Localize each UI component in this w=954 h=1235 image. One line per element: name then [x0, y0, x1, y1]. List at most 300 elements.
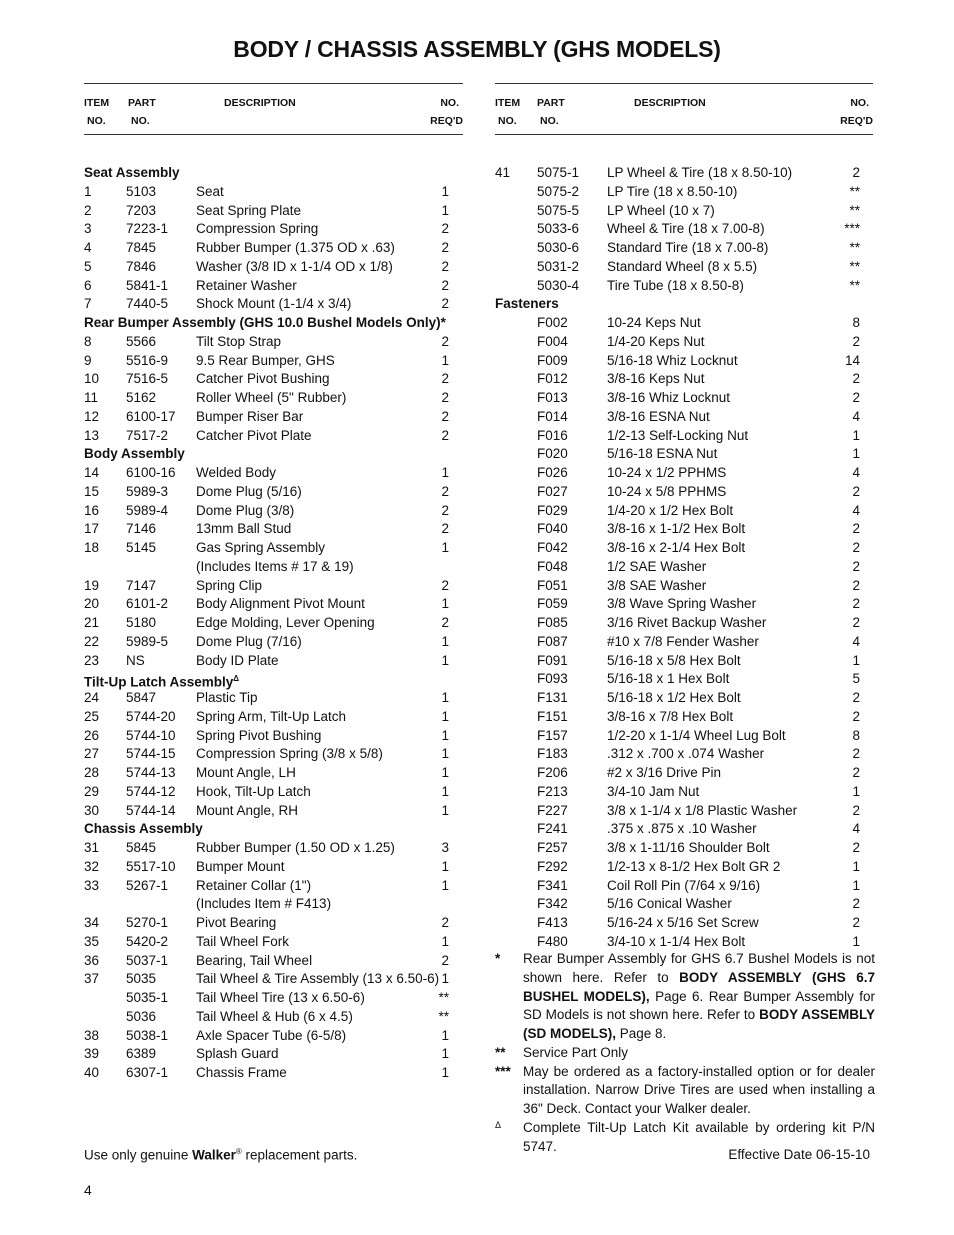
section-title: Fasteners	[495, 296, 559, 312]
item-no: 11	[84, 390, 99, 405]
description: Dome Plug (5/16)	[196, 483, 302, 499]
description: Seat	[196, 183, 224, 199]
description: 3/8 x 1-11/16 Shoulder Bolt	[607, 840, 770, 855]
parts-row	[495, 408, 873, 427]
part-no: 6389	[126, 1046, 157, 1062]
parts-row	[84, 389, 463, 408]
description: (Includes Item # F413)	[196, 896, 332, 912]
part-no: 5744-14	[126, 802, 176, 818]
part-no: F029	[537, 502, 568, 518]
item-no: 17	[84, 521, 100, 537]
qty-reqd: 2	[441, 615, 449, 630]
parts-row	[84, 895, 463, 914]
hdr-description: DESCRIPTION	[634, 97, 706, 109]
description: 3/16 Rivet Backup Washer	[607, 615, 767, 630]
item-no: 41	[495, 165, 511, 180]
footnote-mark: ***	[495, 1063, 511, 1079]
parts-row	[84, 952, 463, 971]
description: 5/16-18 Whiz Locknut	[607, 352, 738, 368]
page-number: 4	[84, 1182, 92, 1198]
description: 5/16-18 x 5/8 Hex Bolt	[607, 652, 741, 668]
qty-reqd: 2	[441, 502, 449, 518]
part-no: 5517-10	[126, 858, 176, 874]
part-no: 5035-1	[126, 990, 169, 1005]
parts-row	[84, 689, 463, 708]
description: 13mm Ball Stud	[196, 521, 292, 537]
part-no: 5030-6	[537, 240, 580, 255]
description: 3/8-16 ESNA Nut	[607, 408, 710, 424]
parts-row	[495, 389, 873, 408]
qty-reqd: **	[849, 258, 860, 274]
footnote-delta: Δ Complete Tilt-Up Latch Kit available by ordering kit P/N 5747.	[495, 1119, 875, 1157]
part-no: F157	[537, 727, 568, 743]
description: 3/8-16 x 7/8 Hex Bolt	[607, 708, 734, 724]
description: 1/4-20 Keps Nut	[607, 333, 705, 349]
parts-row	[495, 370, 873, 389]
part-no: 5180	[126, 615, 157, 630]
qty-reqd: 1	[852, 933, 860, 949]
part-no: 5103	[126, 183, 157, 199]
brand-name: Walker	[192, 1147, 236, 1163]
description: Coil Roll Pin (7/64 x 9/16)	[607, 877, 761, 893]
section-heading	[495, 295, 873, 314]
qty-reqd: **	[438, 1008, 449, 1024]
parts-row	[84, 708, 463, 727]
footnote-mark: **	[495, 1044, 506, 1060]
parts-row	[84, 989, 463, 1008]
part-no: 5075-2	[537, 183, 580, 199]
qty-reqd: 2	[441, 240, 449, 255]
hdr-item: ITEM	[495, 97, 521, 109]
item-no: 29	[84, 783, 100, 799]
item-no: 20	[84, 596, 100, 612]
qty-reqd: 2	[852, 577, 860, 593]
left-column-header	[84, 94, 463, 130]
parts-row	[495, 258, 873, 277]
parts-row	[495, 483, 873, 502]
parts-row	[84, 202, 463, 221]
footnote-single-star: * Rear Bumper Assembly for GHS 6.7 Bushel Models is not shown here. Refer to BODY ASSEMBLY (GHS 6.7 BUSHEL MODELS), Page 6. Rear Bumper Assembly for SD Models is not shown here. Refer to BODY ASSEMBLY (SD MODELS), Page 8.	[495, 951, 876, 1041]
part-no: F413	[537, 915, 568, 930]
description: Plastic Tip	[196, 690, 258, 705]
part-no: F004	[537, 333, 568, 349]
item-no: 36	[84, 952, 100, 968]
right-parts-list	[495, 164, 873, 952]
item-no: 33	[84, 877, 100, 893]
qty-reqd: 2	[441, 277, 449, 293]
item-no: 40	[84, 1065, 100, 1080]
description: .312 x .700 x .074 Washer	[607, 746, 765, 762]
qty-reqd: 1	[441, 540, 449, 555]
qty-reqd: 1	[441, 877, 449, 893]
part-no: NS	[126, 652, 145, 668]
qty-reqd: 2	[441, 577, 449, 593]
parts-row	[84, 295, 463, 314]
part-no: F131	[537, 690, 568, 705]
part-no: 5037-1	[126, 952, 169, 968]
qty-reqd: 1	[441, 933, 449, 949]
part-no: F026	[537, 465, 568, 480]
parts-row	[84, 614, 463, 633]
description: Bumper Riser Bar	[196, 408, 304, 424]
qty-reqd: 2	[852, 690, 860, 705]
qty-reqd: 2	[441, 390, 449, 405]
description: #2 x 3/16 Drive Pin	[607, 765, 722, 780]
description: (Includes Items # 17 & 19)	[196, 558, 354, 574]
qty-reqd: 1	[441, 727, 449, 743]
item-no: 16	[84, 502, 100, 518]
description: 10-24 x 5/8 PPHMS	[607, 483, 727, 499]
item-no: 9	[84, 352, 92, 368]
part-no: 5744-15	[126, 746, 176, 762]
qty-reqd: **	[849, 183, 860, 199]
description: Standard Wheel (8 x 5.5)	[607, 258, 758, 274]
qty-reqd: 1	[441, 202, 449, 218]
part-no: F341	[537, 877, 568, 893]
description: 5/16-18 x 1 Hex Bolt	[607, 671, 730, 687]
description: Seat Spring Plate	[196, 202, 302, 218]
part-no: 5989-5	[126, 633, 169, 649]
part-no: F227	[537, 802, 568, 818]
qty-reqd: 2	[852, 371, 860, 387]
description: 1/2-20 x 1-1/4 Wheel Lug Bolt	[607, 727, 786, 743]
description: 3/8 x 1-1/4 x 1/8 Plastic Washer	[607, 802, 798, 818]
qty-reqd: 1	[441, 1046, 449, 1062]
hdr-no: NO.	[850, 97, 869, 109]
qty-reqd: 2	[441, 952, 449, 968]
item-no: 18	[84, 540, 100, 555]
parts-row	[495, 933, 873, 952]
section-title: Seat Assembly	[84, 165, 180, 180]
hdr-part: PART	[128, 97, 156, 109]
item-no: 2	[84, 202, 92, 218]
qty-reqd: 5	[852, 671, 860, 687]
qty-reqd: 4	[852, 502, 860, 518]
parts-row	[84, 764, 463, 783]
right-header-rule	[495, 134, 873, 135]
parts-row	[495, 333, 873, 352]
description: 3/8-16 Whiz Locknut	[607, 390, 731, 405]
description: Compression Spring	[196, 221, 319, 237]
parts-row	[84, 877, 463, 896]
item-no: 14	[84, 465, 100, 480]
description: Tail Wheel & Hub (6 x 4.5)	[196, 1008, 353, 1024]
parts-row	[84, 558, 463, 577]
description: 1/2 SAE Washer	[607, 558, 707, 574]
item-no: 5	[84, 258, 92, 274]
description: Bumper Mount	[196, 858, 285, 874]
part-no: 7203	[126, 202, 157, 218]
part-no: F042	[537, 540, 568, 555]
description: Catcher Pivot Plate	[196, 427, 312, 443]
description: Edge Molding, Lever Opening	[196, 615, 375, 630]
item-no: 4	[84, 240, 92, 255]
part-no: F051	[537, 577, 568, 593]
part-no: 5744-12	[126, 783, 176, 799]
section-heading	[84, 820, 463, 839]
qty-reqd: 4	[852, 633, 860, 649]
hdr-part: PART	[537, 97, 565, 109]
left-parts-list	[84, 164, 463, 1083]
part-no: F342	[537, 896, 568, 912]
parts-row	[495, 445, 873, 464]
qty-reqd: 1	[852, 783, 860, 799]
part-no: F085	[537, 615, 568, 630]
item-no: 26	[84, 727, 100, 743]
part-no: 5035	[126, 971, 157, 987]
qty-reqd: 2	[852, 333, 860, 349]
description: Standard Tire (18 x 7.00-8)	[607, 240, 769, 255]
parts-row	[84, 933, 463, 952]
parts-row	[495, 427, 873, 446]
section-heading	[84, 314, 463, 333]
parts-row	[495, 502, 873, 521]
description: Rubber Bumper (1.375 OD x .63)	[196, 240, 395, 255]
item-no: 24	[84, 690, 100, 705]
right-top-rule	[495, 83, 873, 84]
item-no: 19	[84, 577, 100, 593]
parts-row	[84, 408, 463, 427]
description: 1/2-13 x 8-1/2 Hex Bolt GR 2	[607, 858, 781, 874]
description: Mount Angle, RH	[196, 802, 299, 818]
part-no: F183	[537, 746, 568, 762]
part-no: 7845	[126, 240, 157, 255]
item-no: 32	[84, 858, 100, 874]
qty-reqd: 2	[852, 390, 860, 405]
parts-row	[84, 783, 463, 802]
part-no: 5744-20	[126, 708, 176, 724]
qty-reqd: 2	[852, 708, 860, 724]
item-no: 35	[84, 933, 100, 949]
qty-reqd: 2	[441, 915, 449, 930]
parts-row	[495, 352, 873, 371]
description: Roller Wheel (5" Rubber)	[196, 390, 347, 405]
qty-reqd: 1	[852, 446, 860, 462]
parts-row	[495, 164, 873, 183]
item-no: 1	[84, 183, 92, 199]
description: Gas Spring Assembly	[196, 540, 326, 555]
footnote-mark: *	[495, 951, 501, 966]
description: 9.5 Rear Bumper, GHS	[196, 352, 335, 368]
part-no: F040	[537, 521, 568, 537]
parts-row	[495, 239, 873, 258]
qty-reqd: 1	[852, 652, 860, 668]
part-no: F013	[537, 390, 568, 405]
parts-row	[84, 1008, 463, 1027]
part-no: F206	[537, 765, 568, 780]
parts-row	[495, 539, 873, 558]
left-top-rule	[84, 83, 463, 84]
parts-row	[84, 370, 463, 389]
qty-reqd: 1	[852, 427, 860, 443]
description: 3/8-16 x 1-1/2 Hex Bolt	[607, 521, 746, 537]
description: LP Tire (18 x 8.50-10)	[607, 183, 738, 199]
hdr-reqd: REQ'D	[840, 115, 873, 127]
parts-row	[84, 483, 463, 502]
part-no: 6100-17	[126, 408, 176, 424]
description: LP Wheel & Tire (18 x 8.50-10)	[607, 165, 793, 180]
part-no: 5038-1	[126, 1027, 169, 1043]
qty-reqd: 1	[441, 352, 449, 368]
description: Tire Tube (18 x 8.50-8)	[607, 277, 744, 293]
parts-row	[495, 764, 873, 783]
parts-row	[84, 1027, 463, 1046]
description: Tail Wheel & Tire Assembly (13 x 6.50-6)	[196, 971, 440, 987]
description: Body ID Plate	[196, 652, 279, 668]
description: Shock Mount (1-1/4 x 3/4)	[196, 296, 352, 312]
part-no: 7846	[126, 258, 157, 274]
parts-row	[84, 970, 463, 989]
description: Dome Plug (3/8)	[196, 502, 295, 518]
item-no: 39	[84, 1046, 100, 1062]
qty-reqd: 1	[441, 690, 449, 705]
description: Compression Spring (3/8 x 5/8)	[196, 746, 383, 762]
qty-reqd: 2	[441, 258, 449, 274]
hdr-item: ITEM	[84, 97, 110, 109]
parts-row	[495, 464, 873, 483]
parts-row	[84, 520, 463, 539]
section-title: Body Assembly	[84, 446, 185, 462]
part-no: 5075-5	[537, 202, 580, 218]
qty-reqd: 1	[441, 783, 449, 799]
parts-row	[84, 1045, 463, 1064]
part-no: 7516-5	[126, 371, 169, 387]
qty-reqd: 1	[852, 858, 860, 874]
part-no: F012	[537, 371, 568, 387]
right-column-header	[495, 94, 873, 130]
part-no: 5845	[126, 840, 157, 855]
description: 5/16-18 ESNA Nut	[607, 446, 718, 462]
description: Welded Body	[196, 465, 277, 480]
item-no: 27	[84, 746, 100, 762]
qty-reqd: 4	[852, 465, 860, 480]
item-no: 30	[84, 802, 100, 818]
parts-row	[495, 802, 873, 821]
qty-reqd: 2	[441, 296, 449, 312]
section-title: Rear Bumper Assembly (GHS 10.0 Bushel Models Only)*	[84, 315, 446, 330]
qty-reqd: 1	[441, 971, 449, 987]
parts-row	[495, 277, 873, 296]
part-no: 5033-6	[537, 221, 580, 237]
item-no: 6	[84, 277, 92, 293]
qty-reqd: 2	[441, 333, 449, 349]
part-no: 5267-1	[126, 877, 169, 893]
qty-reqd: 3	[441, 840, 449, 855]
part-no: F093	[537, 671, 568, 687]
part-no: 5744-10	[126, 727, 176, 743]
parts-row	[495, 839, 873, 858]
parts-row	[84, 333, 463, 352]
part-no: 7440-5	[126, 296, 169, 312]
qty-reqd: 2	[441, 408, 449, 424]
description: Retainer Washer	[196, 277, 297, 293]
qty-reqd: 2	[852, 896, 860, 912]
description: Tilt Stop Strap	[196, 333, 282, 349]
qty-reqd: 2	[852, 540, 860, 555]
part-no: 5031-2	[537, 258, 580, 274]
part-no: 5516-9	[126, 352, 169, 368]
part-no: F151	[537, 708, 568, 724]
left-header-rule	[84, 134, 463, 135]
qty-reqd: 1	[441, 596, 449, 612]
footnote-triple-star: *** May be ordered as a factory-installed option or for dealer installation. Narrow Drive Tires are used when installing a 36" Deck. Contact your Walker dealer.	[495, 1063, 875, 1116]
parts-row	[84, 352, 463, 371]
description: Chassis Frame	[196, 1065, 287, 1080]
parts-row	[84, 464, 463, 483]
parts-row	[495, 895, 873, 914]
description: Pivot Bearing	[196, 915, 277, 930]
qty-reqd: 1	[441, 1027, 449, 1043]
footnote-mark: Δ	[495, 1119, 502, 1130]
part-no: F014	[537, 408, 568, 424]
part-no: 5162	[126, 390, 157, 405]
qty-reqd: 1	[441, 633, 449, 649]
qty-reqd: 2	[852, 840, 860, 855]
part-no: F048	[537, 558, 568, 574]
qty-reqd: ***	[844, 221, 860, 237]
section-title: Tilt-Up Latch Assembly$^\Delta$	[84, 674, 240, 690]
qty-reqd: **	[438, 990, 449, 1005]
part-no: 7517-2	[126, 427, 169, 443]
qty-reqd: 1	[441, 183, 449, 199]
hdr-item-no: NO.	[498, 115, 517, 127]
description: Rubber Bumper (1.50 OD x 1.25)	[196, 840, 395, 855]
parts-row	[495, 745, 873, 764]
parts-row	[84, 220, 463, 239]
part-no: F009	[537, 352, 568, 368]
parts-row	[495, 652, 873, 671]
item-no: 12	[84, 408, 100, 424]
qty-reqd: 2	[852, 802, 860, 818]
item-no: 38	[84, 1027, 100, 1043]
qty-reqd: 1	[441, 802, 449, 818]
qty-reqd: 2	[852, 765, 860, 780]
description: Splash Guard	[196, 1046, 279, 1062]
qty-reqd: **	[849, 277, 860, 293]
qty-reqd: 2	[852, 596, 860, 612]
footnotes	[495, 950, 875, 1156]
parts-row	[84, 652, 463, 671]
description: Mount Angle, LH	[196, 765, 296, 780]
part-no: 5989-3	[126, 483, 169, 499]
parts-row	[495, 914, 873, 933]
part-no: 5847	[126, 690, 157, 705]
part-no: 6101-2	[126, 596, 169, 612]
qty-reqd: 2	[441, 371, 449, 387]
part-no: 5566	[126, 333, 157, 349]
part-no: 5270-1	[126, 915, 169, 930]
description: LP Wheel (10 x 7)	[607, 202, 715, 218]
footnote-double-star: ** Service Part Only	[495, 1044, 875, 1063]
parts-row	[84, 502, 463, 521]
page-title: BODY / CHASSIS ASSEMBLY (GHS MODELS)	[233, 36, 721, 62]
description: Spring Arm, Tilt-Up Latch	[196, 708, 347, 724]
description: Body Alignment Pivot Mount	[196, 596, 365, 612]
item-no: 37	[84, 971, 100, 987]
qty-reqd: 2	[441, 427, 449, 443]
section-heading	[84, 164, 463, 183]
parts-row	[495, 595, 873, 614]
description: Spring Clip	[196, 577, 263, 593]
section-heading	[84, 445, 463, 464]
parts-row	[495, 689, 873, 708]
parts-row	[84, 914, 463, 933]
item-no: 28	[84, 765, 100, 780]
part-no: 7146	[126, 521, 157, 537]
parts-row	[495, 877, 873, 896]
part-no: 5145	[126, 540, 157, 555]
parts-row	[495, 577, 873, 596]
